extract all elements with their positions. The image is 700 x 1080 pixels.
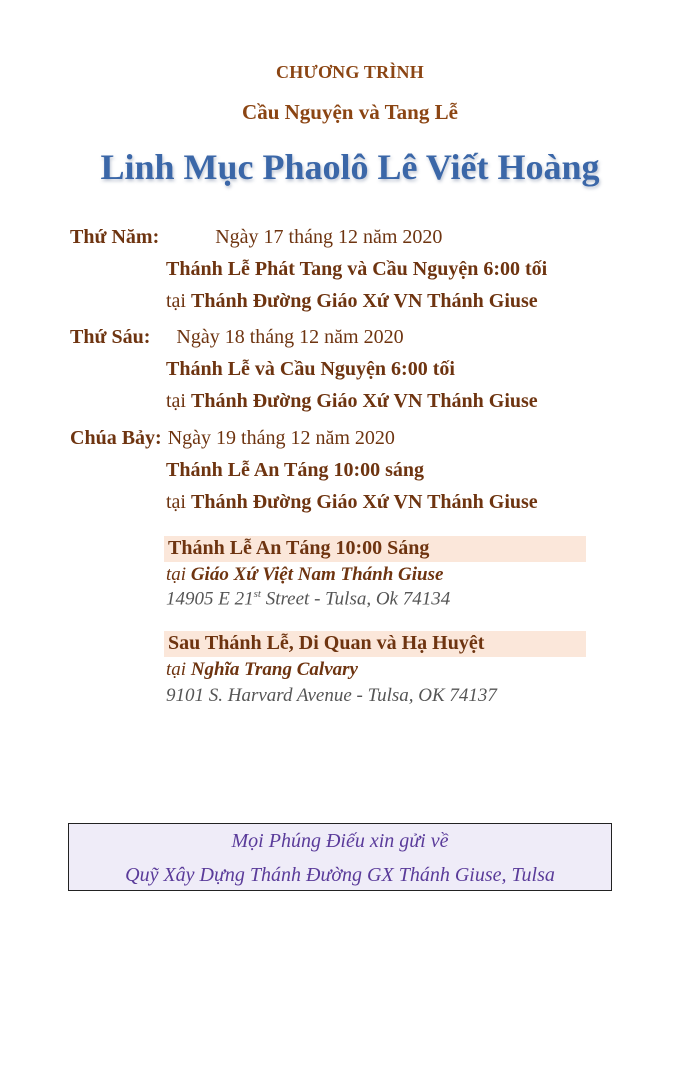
burial-title: Sau Thánh Lễ, Di Quan và Hạ Huyệt [168, 632, 485, 654]
burial-mass-place [166, 564, 443, 586]
day-label: Thứ Năm: [70, 226, 160, 248]
priest-name: Linh Mục Phaolô Lê Viết Hoàng [100, 147, 600, 187]
program-heading: CHƯƠNG TRÌNH [276, 62, 424, 82]
day-3-event: Thánh Lễ An Táng 10:00 sáng [166, 459, 425, 481]
place-prefix: tại [166, 290, 186, 312]
burial-mass-address [166, 588, 450, 610]
day-1-place [166, 290, 538, 313]
burial-mass-label: Thánh Lễ An Táng [168, 537, 331, 559]
place-name: Thánh Đường Giáo Xứ VN Thánh Giuse [191, 491, 538, 513]
day-date: Ngày 18 tháng 12 năm 2020 [176, 326, 404, 348]
place-name: Thánh Đường Giáo Xứ VN Thánh Giuse [191, 290, 538, 312]
burial-place [166, 659, 358, 681]
burial-mass-time: 10:00 Sáng [335, 537, 430, 559]
donation-box [68, 823, 612, 891]
schedule-day-3 [70, 427, 395, 450]
day-date: Ngày 19 tháng 12 năm 2020 [167, 427, 395, 449]
address-ordinal: st [253, 588, 261, 600]
address-rest: Street - Tulsa, Ok 74134 [260, 588, 451, 610]
donation-line-2: Quỹ Xây Dựng Thánh Đường GX Thánh Giuse, Tulsa [125, 864, 555, 886]
place-prefix: tại [166, 564, 187, 585]
schedule-day-2 [70, 326, 404, 349]
burial-mass-title [168, 537, 429, 560]
day-label: Chúa Bảy: [70, 427, 162, 449]
address-number: 14905 E 21 [166, 588, 254, 610]
day-1-event: Thánh Lễ Phát Tang và Cầu Nguyện 6:00 tối [166, 258, 548, 280]
place-prefix: tại [166, 491, 186, 513]
day-2-event: Thánh Lễ và Cầu Nguyện 6:00 tối [166, 358, 455, 380]
place-name: Giáo Xứ Việt Nam Thánh Giuse [190, 564, 444, 585]
day-label: Thứ Sáu: [70, 326, 151, 348]
place-prefix: tại [166, 390, 186, 412]
place-name: Nghĩa Trang Calvary [190, 659, 358, 680]
donation-line-1: Mọi Phúng Điếu xin gửi về [231, 830, 449, 852]
day-3-place [166, 491, 538, 514]
schedule-day-1 [70, 226, 442, 249]
burial-address: 9101 S. Harvard Avenue - Tulsa, OK 74137 [166, 685, 497, 706]
place-prefix: tại [166, 659, 187, 680]
place-name: Thánh Đường Giáo Xứ VN Thánh Giuse [191, 390, 538, 412]
day-2-place [166, 390, 538, 413]
program-subtitle: Cầu Nguyện và Tang Lễ [242, 100, 458, 124]
day-date: Ngày 17 tháng 12 năm 2020 [215, 226, 443, 248]
